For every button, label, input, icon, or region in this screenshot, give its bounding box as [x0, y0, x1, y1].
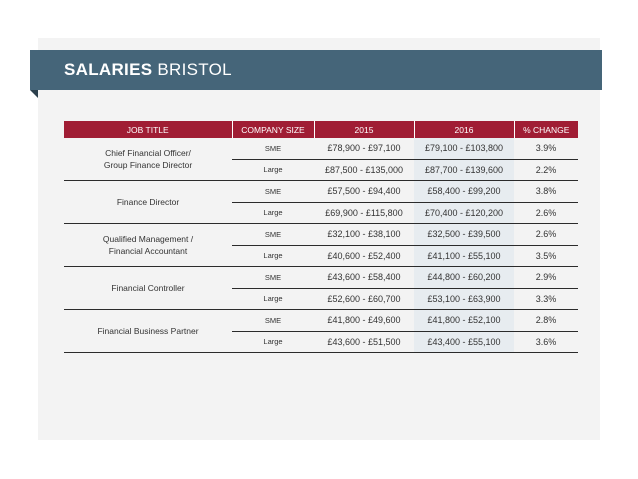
job-title-line1: Finance Director [116, 197, 180, 207]
percent-change-cell: 2.8% [514, 310, 578, 332]
salary-2016-cell: £79,100 - £103,800 [414, 138, 514, 159]
company-size-cell: Large [232, 288, 314, 310]
header-2016: 2016 [414, 121, 514, 138]
salary-2015-cell: £69,900 - £115,800 [314, 202, 414, 224]
percent-change-cell: 3.6% [514, 331, 578, 353]
salary-2015-cell: £40,600 - £52,400 [314, 245, 414, 267]
table-row [64, 138, 578, 159]
table-header-row [64, 121, 578, 138]
header-company-size: COMPANY SIZE [232, 121, 314, 138]
percent-change-cell: 2.6% [514, 202, 578, 224]
company-size-cell: Large [232, 202, 314, 224]
job-title-line1: Chief Financial Officer/ [105, 148, 191, 158]
company-size-cell: SME [232, 138, 314, 159]
job-title-cell [64, 224, 232, 267]
salary-2015-cell: £78,900 - £97,100 [314, 138, 414, 159]
job-title-cell [64, 310, 232, 353]
job-title-line1: Financial Controller [111, 283, 185, 293]
table-row [64, 267, 578, 289]
company-size-cell: Large [232, 159, 314, 181]
percent-change-cell: 3.3% [514, 288, 578, 310]
salary-2016-cell: £32,500 - £39,500 [414, 224, 514, 246]
salary-2016-cell: £87,700 - £139,600 [414, 159, 514, 181]
company-size-cell: SME [232, 181, 314, 203]
job-title-cell [64, 138, 232, 181]
salary-2015-cell: £32,100 - £38,100 [314, 224, 414, 246]
company-size-cell: SME [232, 224, 314, 246]
percent-change-cell: 3.5% [514, 245, 578, 267]
page-title [64, 60, 232, 80]
company-size-cell: Large [232, 245, 314, 267]
salary-2016-cell: £44,800 - £60,200 [414, 267, 514, 289]
percent-change-cell: 2.9% [514, 267, 578, 289]
header-2015: 2015 [314, 121, 414, 138]
salary-2015-cell: £52,600 - £60,700 [314, 288, 414, 310]
salary-2015-cell: £87,500 - £135,000 [314, 159, 414, 181]
salary-2015-cell: £57,500 - £94,400 [314, 181, 414, 203]
salary-2016-cell: £41,800 - £52,100 [414, 310, 514, 332]
table-row [64, 310, 578, 332]
percent-change-cell: 3.8% [514, 181, 578, 203]
page-title-bold: SALARIES [64, 60, 153, 79]
job-title-line2: Financial Accountant [108, 246, 188, 256]
header-percent-change: % CHANGE [514, 121, 578, 138]
header-job-title: JOB TITLE [64, 121, 232, 138]
page-title-light: BRISTOL [157, 60, 232, 79]
salary-2015-cell: £41,800 - £49,600 [314, 310, 414, 332]
salary-2016-cell: £53,100 - £63,900 [414, 288, 514, 310]
table-row [64, 224, 578, 246]
salary-table [64, 121, 578, 353]
job-title-line1: Qualified Management / [102, 234, 194, 244]
salary-2015-cell: £43,600 - £58,400 [314, 267, 414, 289]
salary-2016-cell: £41,100 - £55,100 [414, 245, 514, 267]
salary-2016-cell: £43,400 - £55,100 [414, 331, 514, 353]
salary-2016-cell: £70,400 - £120,200 [414, 202, 514, 224]
job-title-cell [64, 267, 232, 310]
job-title-cell [64, 181, 232, 224]
salary-2016-cell: £58,400 - £99,200 [414, 181, 514, 203]
salary-2015-cell: £43,600 - £51,500 [314, 331, 414, 353]
job-title-line1: Financial Business Partner [97, 326, 199, 336]
table-row [64, 181, 578, 203]
company-size-cell: SME [232, 267, 314, 289]
banner-fold [30, 90, 38, 98]
percent-change-cell: 2.6% [514, 224, 578, 246]
percent-change-cell: 2.2% [514, 159, 578, 181]
percent-change-cell: 3.9% [514, 138, 578, 159]
title-banner [30, 50, 602, 90]
company-size-cell: SME [232, 310, 314, 332]
job-title-line2: Group Finance Director [103, 160, 193, 170]
company-size-cell: Large [232, 331, 314, 353]
